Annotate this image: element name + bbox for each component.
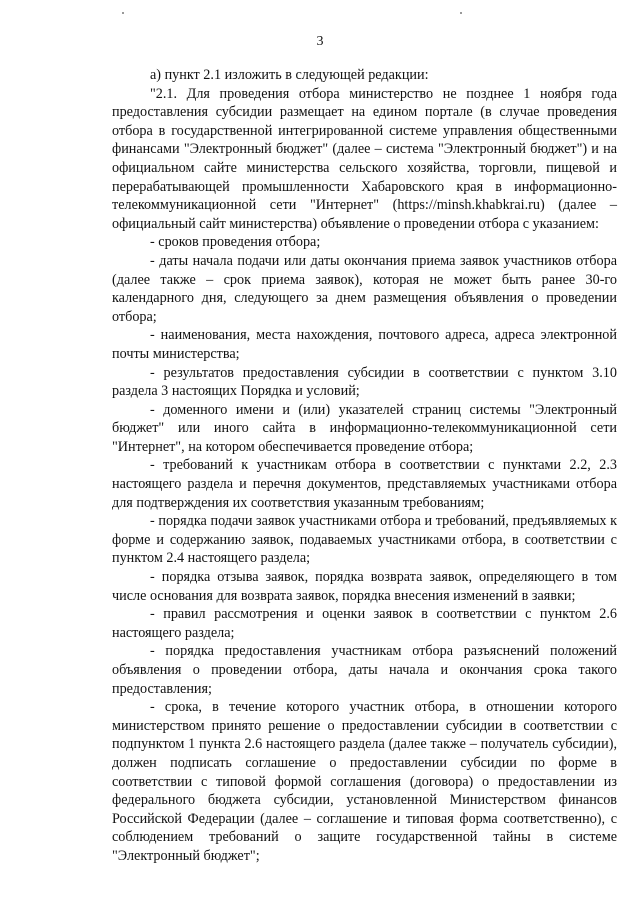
paragraph: - срока, в течение которого участник отбора, в отношении которого министерством принято решение о предоставлении субсидии в соответствии с подпунктом 1 пункта 2.6 настоящего раздела (далее также – получатель субсидии), должен подписать соглашение о предоставлении субсидии по форме в соответствии с типовой формой соглашения (договора) о предоставлении из федерального бюджета субсидии, установленной Министерством финансов Российской Федерации (далее – соглашение и типовая форма соответственно), с соблюдением требований о защите государственной тайны в системе "Электронный бюджет"; — [112, 699, 617, 864]
paragraph: - правил рассмотрения и оценки заявок в соответствии с пунктом 2.6 настоящего раздела; — [112, 606, 617, 641]
scan-mark — [122, 12, 124, 14]
scan-mark — [460, 12, 462, 14]
document-body — [112, 66, 617, 866]
paragraph: - результатов предоставления субсидии в соответствии с пунктом 3.10 раздела 3 настоящих Порядка и условий; — [112, 364, 617, 400]
paragraph: - доменного имени и (или) указателей страниц системы "Электронный бюджет" или иного сайта в информационно-телекоммуникационной сети "Интернет", на котором обеспечивается проведение отбора; — [112, 401, 617, 455]
paragraph: - даты начала подачи или даты окончания приема заявок участников отбора (далее также – срок приема заявок), которая не может быть ранее 30-го календарного дня, следующего за днем размещения объявления о проведении отбора; — [112, 252, 617, 325]
paragraph: - порядка предоставления участникам отбора разъяснений положений объявления о проведении отбора, даты начала и окончания срока такого предоставления; — [112, 643, 617, 697]
paragraph: - порядка подачи заявок участниками отбора и требований, предъявляемых к форме и содержанию заявок, подаваемых участниками отбора, в соответствии с пунктом 2.4 настоящего раздела; — [112, 513, 617, 567]
paragraph: - требований к участникам отбора в соответствии с пунктами 2.2, 2.3 настоящего раздела и перечня документов, представляемых участниками отбора для подтверждения их соответствия указанным требованиям; — [112, 457, 617, 511]
paragraph: - порядка отзыва заявок, порядка возврата заявок, определяющего в том числе основания для возврата заявок, порядка внесения изменений в заявки; — [112, 569, 617, 604]
page-number: 3 — [316, 34, 324, 49]
paragraph: - сроков проведения отбора; — [150, 234, 321, 251]
paragraph: - наименования, места нахождения, почтового адреса, адреса электронной почты министерства; — [112, 327, 617, 362]
paragraph: а) пункт 2.1 изложить в следующей редакции: — [150, 67, 429, 83]
paragraph: "2.1. Для проведения отбора министерство не позднее 1 ноября года предоставления субсидии размещает на едином портале (в случае проведения отбора в государственной интегрированной системе управления общественными финансами "Электронный бюджет" (далее – система "Электронный бюджет") и на официальном сайте министерства сельского хозяйства, торговли, пищевой и перерабатывающей промышленности Хабаровского края в информационно-телекоммуникационной сети "Интернет" (https://minsh.khabkrai.ru) (далее – официальный сайт министерства) объявление о проведении отбора с указанием: — [112, 85, 617, 232]
